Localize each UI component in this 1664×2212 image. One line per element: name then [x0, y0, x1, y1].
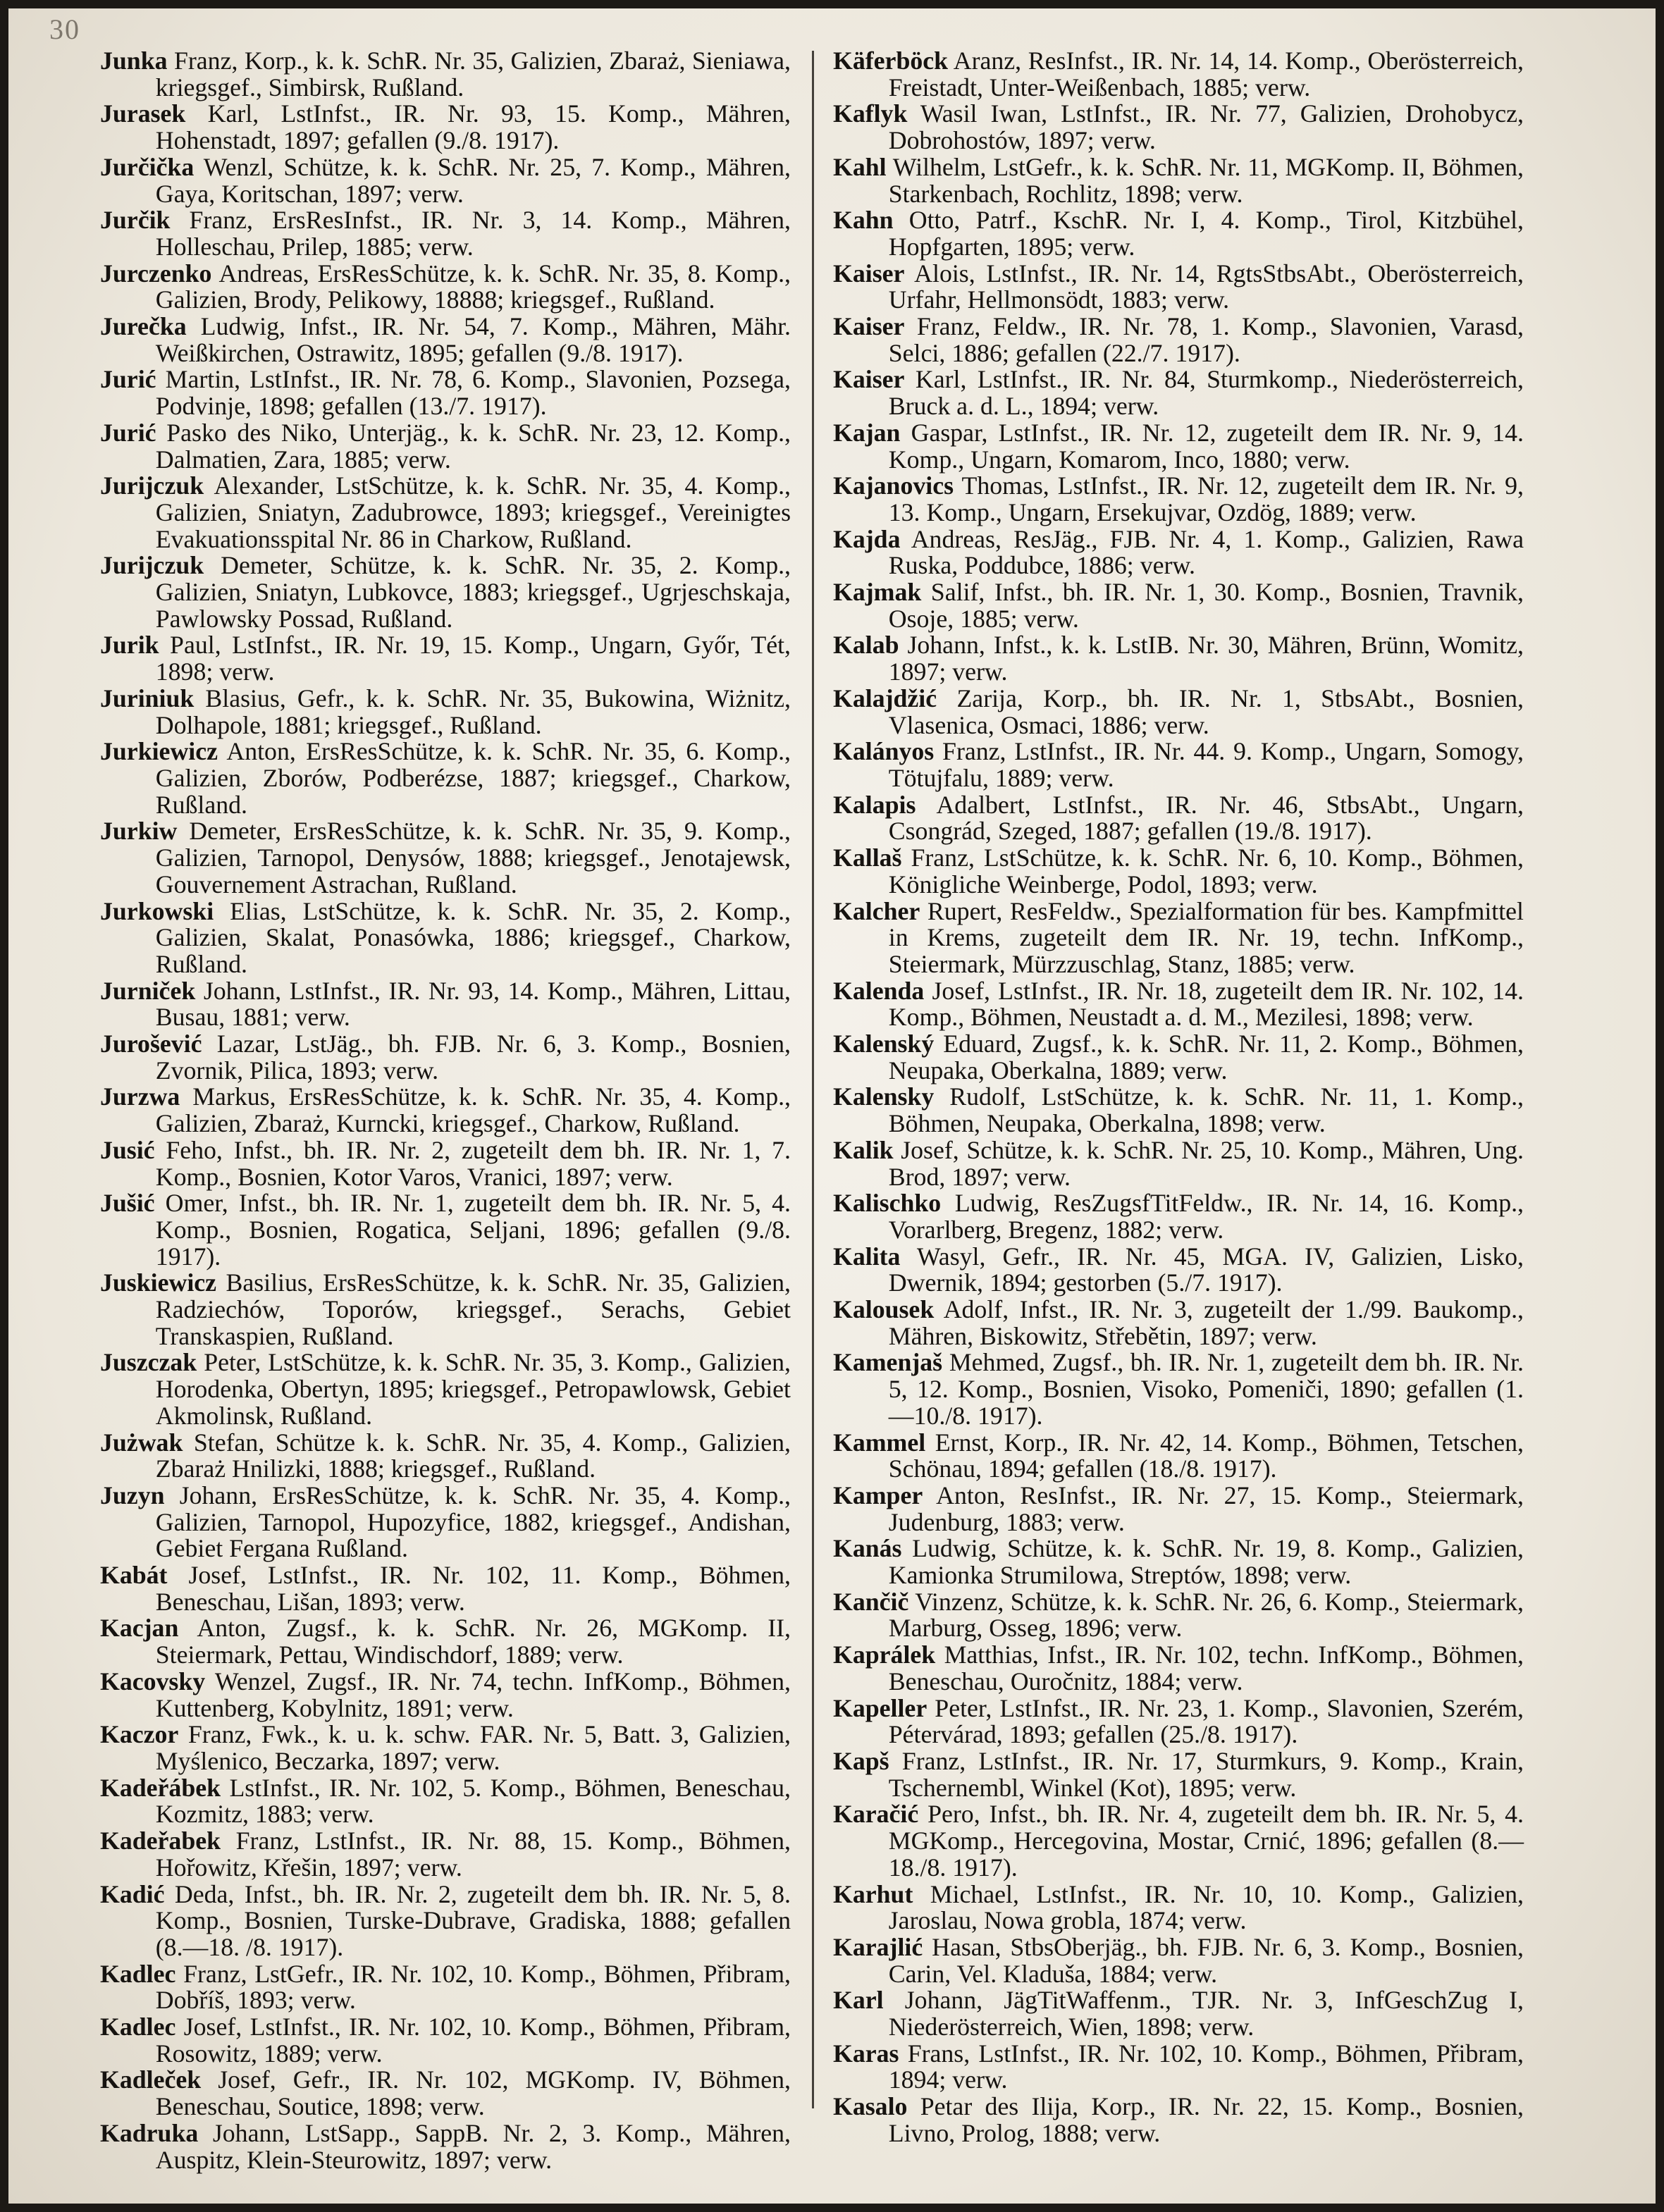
entry-details: Zarija, Korp., bh. IR. Nr. 1, StbsAbt., Bosnien, Vlasenica, Osmaci, 1886; verw. [888, 684, 1524, 739]
entry-surname: Kaiser [833, 365, 905, 394]
entry-details: Peter, LstSchütze, k. k. SchR. Nr. 35, 3. Komp., Galizien, Horodenka, Obertyn, 1895; kriegsgef., Petropawlowsk, Gebiet Akmolinsk, Rußland. [155, 1348, 791, 1430]
register-entry [100, 473, 791, 552]
entry-surname: Kalik [833, 1135, 894, 1164]
entry-details: Johann, LstSapp., SappB. Nr. 2, 3. Komp., Mähren, Auspitz, Klein-Steurowitz, 1897; verw. [155, 2118, 791, 2174]
entry-surname: Kaiser [833, 259, 905, 288]
entry-details: Franz, Korp., k. k. SchR. Nr. 35, Galizien, Zbaraż, Sieniawa, kriegsgef., Simbirsk, Rußland. [155, 47, 791, 101]
entry-details: Anton, ResInfst., IR. Nr. 27, 15. Komp., Steiermark, Judenburg, 1883; verw. [888, 1481, 1524, 1536]
entry-surname: Kadeřábek [100, 1773, 221, 1802]
register-entry [100, 1669, 791, 1722]
register-entry [833, 366, 1524, 419]
entry-surname: Kalischko [833, 1189, 942, 1218]
entry-details: Rupert, ResFeldw., Spezialformation für bes. Kampfmittel in Krems, zugeteilt dem IR. Nr. 19, techn. InfKomp., Steiermark, Mürzzuschlag, Stanz, 1885; verw. [888, 896, 1524, 978]
register-entry [833, 1642, 1524, 1695]
register-entry [833, 1801, 1524, 1881]
entry-surname: Kabát [100, 1561, 168, 1590]
entry-details: Ludwig, ResZugsfTitFeldw., IR. Nr. 14, 16. Komp., Vorarlberg, Bregenz, 1882; verw. [888, 1189, 1524, 1244]
entry-details: Blasius, Gefr., k. k. SchR. Nr. 35, Bukowina, Wiżnitz, Dolhapole, 1881; kriegsgef., Rußland. [155, 684, 791, 739]
entry-details: LstInfst., IR. Nr. 102, 5. Komp., Böhmen, Beneschau, Kozmitz, 1883; verw. [155, 1773, 791, 1829]
entry-surname: Kalenský [833, 1030, 935, 1058]
entry-surname: Kalensky [833, 1082, 935, 1111]
entry-surname: Jurkowski [100, 896, 214, 925]
register-entry [833, 1244, 1524, 1297]
entry-surname: Kalcher [833, 896, 920, 925]
entry-details: Alois, LstInfst., IR. Nr. 14, RgtsStbsAbt., Oberösterreich, Urfahr, Hellmonsödt, 1883; verw. [888, 259, 1524, 314]
entry-surname: Kajda [833, 524, 901, 553]
entry-details: Mehmed, Zugsf., bh. IR. Nr. 1, zugeteilt dem bh. IR. Nr. 5, 12. Komp., Bosnien, Visoko, Pomeniči, 1890; gefallen (1.—10./8. 1917). [888, 1348, 1524, 1430]
entry-details: Ludwig, Infst., IR. Nr. 54, 7. Komp., Mähren, Mähr. Weißkirchen, Ostrawitz, 1895; gefallen (9./8. 1917). [155, 312, 791, 367]
entry-details: Karl, LstInfst., IR. Nr. 84, Sturmkomp., Niederösterreich, Bruck a. d. L., 1894; verw. [888, 365, 1524, 421]
entry-details: Stefan, Schütze k. k. SchR. Nr. 35, 4. Komp., Galizien, Zbaraż Hnilizki, 1888; kriegsgef., Rußland. [155, 1428, 791, 1483]
register-entry [100, 1270, 791, 1349]
register-entry [833, 739, 1524, 791]
entry-surname: Kaprálek [833, 1641, 936, 1669]
entry-surname: Kadlec [100, 2013, 176, 2041]
entry-surname: Kacjan [100, 1614, 179, 1643]
register-entry [833, 473, 1524, 526]
entry-surname: Kaczor [100, 1720, 179, 1749]
entry-surname: Kahn [833, 206, 894, 235]
entry-surname: Kapš [833, 1747, 889, 1775]
entry-details: Michael, LstInfst., IR. Nr. 10, 10. Komp., Galizien, Jaroslau, Nowa grobla, 1874; verw. [888, 1879, 1524, 1935]
register-entry [833, 1137, 1524, 1190]
entry-details: Franz, LstGefr., IR. Nr. 102, 10. Komp., Böhmen, Přibram, Dobříš, 1893; verw. [155, 1959, 791, 2015]
entry-details: Feho, Infst., bh. IR. Nr. 2, zugeteilt dem bh. IR. Nr. 1, 7. Komp., Bosnien, Kotor Varos, Vranici, 1897; verw. [155, 1135, 791, 1191]
register-entry [100, 2014, 791, 2067]
entry-surname: Kamper [833, 1481, 923, 1509]
entry-surname: Jurečka [100, 312, 187, 341]
register-entry [833, 2041, 1524, 2094]
register-entry [100, 420, 791, 473]
register-entry [833, 48, 1524, 101]
entry-surname: Kaflyk [833, 99, 908, 128]
register-entry [833, 1934, 1524, 1987]
entry-details: Josef, LstInfst., IR. Nr. 18, zugeteilt dem IR. Nr. 102, 14. Komp., Böhmen, Neustadt a. d. M., Mezilesi, 1898; verw. [888, 976, 1524, 1032]
entry-details: Adalbert, LstInfst., IR. Nr. 46, StbsAbt., Ungarn, Csongrád, Szeged, 1887; gefallen (19./8. 1917). [888, 790, 1524, 846]
entry-surname: Kahl [833, 152, 887, 181]
register-entry [100, 1828, 791, 1881]
register-entry [100, 739, 791, 818]
entry-details: Wenzel, Zugsf., IR. Nr. 74, techn. InfKomp., Böhmen, Kuttenberg, Kobylnitz, 1891; verw. [155, 1667, 791, 1722]
entry-details: Anton, ErsResSchütze, k. k. SchR. Nr. 35, 6. Komp., Galizien, Zborów, Podberézse, 1887; kriegsgef., Charkow, Rußland. [155, 737, 791, 819]
entry-surname: Juskiewicz [100, 1268, 217, 1297]
register-entry [100, 154, 791, 207]
register-entry [100, 101, 791, 154]
entry-surname: Kajan [833, 418, 901, 447]
entry-surname: Kamenjaš [833, 1348, 943, 1377]
entry-details: Franz, LstInfst., IR. Nr. 88, 15. Komp., Böhmen, Hořowitz, Křešin, 1897; verw. [155, 1827, 791, 1882]
register-entry [833, 261, 1524, 314]
register-entry [100, 48, 791, 101]
entry-details: Paul, LstInfst., IR. Nr. 19, 15. Komp., Ungarn, Győr, Tét, 1898; verw. [155, 631, 791, 686]
register-entry [100, 1137, 791, 1190]
entry-surname: Kammel [833, 1428, 926, 1457]
entry-surname: Kančič [833, 1587, 909, 1616]
register-entry [833, 1879, 1524, 1935]
entry-details: Thomas, LstInfst., IR. Nr. 12, zugeteilt dem IR. Nr. 9, 13. Komp., Ungarn, Ersekujvar, Ozdög, 1889; verw. [888, 471, 1524, 526]
entry-surname: Jurzwa [100, 1082, 180, 1111]
entry-details: Wasil Iwan, LstInfst., IR. Nr. 77, Galizien, Drohobycz, Dobrohostów, 1897; verw. [888, 99, 1524, 155]
entry-details: Alexander, LstSchütze, k. k. SchR. Nr. 35, 4. Komp., Galizien, Sniatyn, Zadubrowce, 1893; kriegsgef., Vereinigtes Evakuationsspital Nr. 86 in Charkow, Rußland. [155, 471, 791, 553]
register-entry [833, 1084, 1524, 1137]
entry-details: Franz, LstSchütze, k. k. SchR. Nr. 6, 10. Komp., Böhmen, Königliche Weinberge, Podol, 1893; verw. [888, 844, 1524, 898]
entry-surname: Kaiser [833, 312, 905, 341]
register-entry [833, 420, 1524, 473]
entry-details: Demeter, Schütze, k. k. SchR. Nr. 35, 2. Komp., Galizien, Sniatyn, Lubkovce, 1883; kriegsgef., Ugrjeschskaja, Pawlowsky Possad, Rußland. [155, 551, 791, 633]
page-number: 30 [49, 13, 80, 45]
entry-details: Eduard, Zugsf., k. k. SchR. Nr. 11, 2. Komp., Böhmen, Neupaka, Oberkalna, 1889; verw. [888, 1030, 1524, 1085]
entry-details: Franz, ErsResInfst., IR. Nr. 3, 14. Komp., Mähren, Holleschau, Prilep, 1885; verw. [155, 206, 791, 261]
entry-details: Johann, JägTitWaffenm., TJR. Nr. 3, InfGeschZug I, Niederösterreich, Wien, 1898; verw. [888, 1986, 1524, 2041]
entry-surname: Kadić [100, 1879, 165, 1908]
register-entry [100, 1879, 791, 1961]
entry-surname: Jurić [100, 365, 156, 394]
register-entry [100, 1031, 791, 1084]
entry-details: Salif, Infst., bh. IR. Nr. 1, 30. Komp., Bosnien, Travnik, Osoje, 1885; verw. [888, 578, 1524, 633]
entry-details: Demeter, ErsResSchütze, k. k. SchR. Nr. 35, 9. Komp., Galizien, Tarnopol, Denysów, 1888; kriegsgef., Jenotajewsk, Gouvernement Astrachan, Rußland. [155, 817, 791, 898]
entry-surname: Juriniuk [100, 684, 195, 712]
entry-details: Martin, LstInfst., IR. Nr. 78, 6. Komp., Slavonien, Pozsega, Podvinje, 1898; gefallen (13./7. 1917). [155, 365, 791, 421]
entry-details: Frans, LstInfst., IR. Nr. 102, 10. Komp., Böhmen, Přibram, 1894; verw. [888, 2039, 1524, 2094]
entry-surname: Käferböck [833, 47, 949, 75]
register-entry [833, 1536, 1524, 1588]
right-column [833, 48, 1524, 2147]
entry-details: Johann, LstInfst., IR. Nr. 93, 14. Komp., Mähren, Littau, Busau, 1881; verw. [155, 976, 791, 1032]
register-entry [833, 207, 1524, 260]
register-entry [833, 2094, 1524, 2146]
entry-surname: Jużwak [100, 1428, 183, 1457]
register-entry [100, 366, 791, 419]
register-entry [833, 314, 1524, 366]
entry-surname: Kalapis [833, 790, 916, 819]
register-entry [100, 1190, 791, 1270]
entry-details: Lazar, LstJäg., bh. FJB. Nr. 6, 3. Komp., Bosnien, Zvornik, Pilica, 1893; verw. [155, 1030, 791, 1085]
register-entry [833, 101, 1524, 154]
register-entry [100, 314, 791, 366]
entry-surname: Jurik [100, 631, 159, 660]
register-entry [833, 1483, 1524, 1536]
entry-details: Johann, ErsResSchütze, k. k. SchR. Nr. 35, 4. Komp., Galizien, Tarnopol, Hupozyfice, 1882, kriegsgef., Andishan, Gebiet Fergana Rußland. [155, 1481, 791, 1563]
entry-surname: Jurkiewicz [100, 737, 218, 766]
entry-surname: Karl [833, 1986, 884, 2015]
entry-surname: Kapeller [833, 1693, 927, 1722]
entry-details: Petar des Ilija, Korp., IR. Nr. 22, 15. Komp., Bosnien, Livno, Prolog, 1888; verw. [888, 2092, 1524, 2147]
entry-details: Elias, LstSchütze, k. k. SchR. Nr. 35, 2. Komp., Galizien, Skalat, Ponasówka, 1886; kriegsgef., Charkow, Rußland. [155, 896, 791, 978]
register-entry [833, 154, 1524, 207]
register-entry [833, 1031, 1524, 1084]
entry-surname: Karajlić [833, 1932, 923, 1961]
entry-surname: Jurczenko [100, 259, 212, 288]
register-entry [100, 1615, 791, 1668]
entry-surname: Karhut [833, 1879, 913, 1908]
entry-details: Josef, LstInfst., IR. Nr. 102, 10. Komp., Böhmen, Přibram, Rosowitz, 1889; verw. [155, 2013, 791, 2068]
register-entry [833, 1430, 1524, 1483]
entry-surname: Kadlec [100, 1959, 176, 1988]
entry-surname: Kalab [833, 631, 899, 660]
register-entry [100, 552, 791, 632]
entry-surname: Jurić [100, 418, 156, 447]
register-entry [100, 1430, 791, 1483]
entry-details: Johann, Infst., k. k. LstIB. Nr. 30, Mähren, Brünn, Womitz, 1897; verw. [888, 631, 1524, 686]
entry-details: Wasyl, Gefr., IR. Nr. 45, MGA. IV, Galizien, Lisko, Dwernik, 1894; gestorben (5./7. 1917). [888, 1242, 1524, 1297]
register-entry [833, 845, 1524, 898]
register-entry [833, 686, 1524, 739]
register-entry [833, 1589, 1524, 1642]
entry-surname: Kallaš [833, 844, 902, 872]
entry-details: Franz, LstInfst., IR. Nr. 17, Sturmkurs, 9. Komp., Krain, Tschernembl, Winkel (Kot), 1895; verw. [888, 1747, 1524, 1802]
register-entry [833, 1349, 1524, 1429]
entry-details: Adolf, Infst., IR. Nr. 3, zugeteilt der 1./99. Baukomp., Mähren, Biskowitz, Střebětin, 1897; verw. [888, 1295, 1524, 1350]
entry-details: Wenzl, Schütze, k. k. SchR. Nr. 25, 7. Komp., Mähren, Gaya, Koritschan, 1897; verw. [155, 152, 791, 208]
entry-details: Peter, LstInfst., IR. Nr. 23, 1. Komp., Slavonien, Szerém, Pétervárad, 1893; gefallen (25./8. 1917). [888, 1693, 1524, 1749]
register-entry [100, 207, 791, 260]
register-entry [833, 526, 1524, 579]
entry-details: Deda, Infst., bh. IR. Nr. 2, zugeteilt dem bh. IR. Nr. 5, 8. Komp., Bosnien, Turske-Dubrave, Gradiska, 1888; gefallen (8.—18. /8. 1917). [155, 1879, 791, 1961]
entry-surname: Karačić [833, 1800, 919, 1829]
register-entry [833, 1987, 1524, 2040]
register-entry [100, 1562, 791, 1615]
register-entry [833, 1190, 1524, 1243]
register-entry [833, 1297, 1524, 1349]
register-entry [833, 978, 1524, 1031]
entry-details: Franz, Feldw., IR. Nr. 78, 1. Komp., Slavonien, Varasd, Selci, 1886; gefallen (22./7. 1917). [888, 312, 1524, 367]
entry-surname: Jušić [100, 1189, 155, 1218]
entry-details: Josef, Schütze, k. k. SchR. Nr. 25, 10. Komp., Mähren, Ung. Brod, 1897; verw. [888, 1135, 1524, 1191]
entry-details: Ernst, Korp., IR. Nr. 42, 14. Komp., Böhmen, Tetschen, Schönau, 1894; gefallen (18./8. 1917). [888, 1428, 1524, 1483]
entry-surname: Kajanovics [833, 471, 954, 500]
entry-surname: Kalányos [833, 737, 935, 766]
entry-surname: Kalousek [833, 1295, 935, 1324]
register-entry [833, 898, 1524, 978]
register-entry [100, 1722, 791, 1774]
entry-details: Karl, LstInfst., IR. Nr. 93, 15. Komp., Mähren, Hohenstadt, 1897; gefallen (9./8. 1917). [155, 99, 791, 155]
entry-surname: Jurčička [100, 152, 195, 181]
entry-surname: Kanás [833, 1534, 902, 1563]
entry-details: Pero, Infst., bh. IR. Nr. 4, zugeteilt dem bh. IR. Nr. 5, 4. MGKomp., Hercegovina, Mostar, Crnić, 1896; gefallen (8.—18./8. 1917). [888, 1800, 1524, 1882]
register-entry [100, 1084, 791, 1137]
register-entry [100, 261, 791, 314]
entry-surname: Kadruka [100, 2118, 199, 2147]
entry-details: Vinzenz, Schütze, k. k. SchR. Nr. 26, 6. Komp., Steiermark, Marburg, Osseg, 1896; verw. [888, 1587, 1524, 1643]
entry-details: Rudolf, LstSchütze, k. k. SchR. Nr. 11, 1. Komp., Böhmen, Neupaka, Oberkalna, 1898; verw. [888, 1082, 1524, 1138]
entry-surname: Kalita [833, 1242, 901, 1271]
entry-details: Omer, Infst., bh. IR. Nr. 1, zugeteilt dem bh. IR. Nr. 5, 4. Komp., Bosnien, Rogatica, Seljani, 1896; gefallen (9./8. 1917). [155, 1189, 791, 1271]
entry-details: Markus, ErsResSchütze, k. k. SchR. Nr. 35, 4. Komp., Galizien, Zbaraż, Kurncki, kriegsgef., Charkow, Rußland. [155, 1082, 791, 1138]
entry-surname: Jurniček [100, 976, 196, 1005]
entry-surname: Jusić [100, 1135, 155, 1164]
entry-surname: Kajmak [833, 578, 922, 607]
entry-surname: Jurošević [100, 1030, 202, 1058]
entry-surname: Kalajdžić [833, 684, 937, 712]
entry-surname: Jurkiw [100, 817, 178, 846]
register-entry [100, 1483, 791, 1562]
entry-surname: Juszczak [100, 1348, 197, 1377]
entry-surname: Juzyn [100, 1481, 165, 1509]
register-entry [833, 1695, 1524, 1748]
register-entry [100, 1349, 791, 1429]
entry-details: Andreas, ResJäg., FJB. Nr. 4, 1. Komp., Galizien, Rawa Ruska, Poddubce, 1886; verw. [888, 524, 1524, 580]
register-entry [100, 978, 791, 1031]
entry-surname: Junka [100, 47, 168, 75]
register-entry [100, 818, 791, 898]
entry-details: Anton, Zugsf., k. k. SchR. Nr. 26, MGKomp. II, Steiermark, Pettau, Windischdorf, 1889; verw. [155, 1614, 791, 1669]
entry-details: Ludwig, Schütze, k. k. SchR. Nr. 19, 8. Komp., Galizien, Kamionka Strumilowa, Streptów, 1898; verw. [888, 1534, 1524, 1590]
register-entry [100, 2067, 791, 2120]
register-entry [100, 1961, 791, 2014]
entry-surname: Kalenda [833, 976, 925, 1005]
register-entry [100, 686, 791, 739]
left-column [100, 48, 791, 2173]
entry-surname: Kacovsky [100, 1667, 206, 1695]
entry-details: Wilhelm, LstGefr., k. k. SchR. Nr. 11, MGKomp. II, Böhmen, Starkenbach, Rochlitz, 1898; verw. [888, 152, 1524, 208]
register-entry [833, 579, 1524, 632]
entry-details: Otto, Patrf., KschR. Nr. I, 4. Komp., Tirol, Kitzbühel, Hopfgarten, 1895; verw. [888, 206, 1524, 261]
column-divider [812, 51, 814, 2108]
entry-details: Josef, Gefr., IR. Nr. 102, MGKomp. IV, Böhmen, Beneschau, Soutice, 1898; verw. [155, 2065, 791, 2121]
register-entry [100, 632, 791, 685]
entry-surname: Kadleček [100, 2065, 202, 2094]
entry-surname: Kadeřabek [100, 1827, 221, 1855]
register-entry [100, 898, 791, 978]
entry-details: Franz, LstInfst., IR. Nr. 44. 9. Komp., Ungarn, Somogy, Tötujfalu, 1889; verw. [888, 737, 1524, 792]
register-entry [833, 632, 1524, 685]
entry-surname: Jurčik [100, 206, 171, 235]
entry-details: Basilius, ErsResSchütze, k. k. SchR. Nr. 35, Galizien, Radziechów, Toporów, kriegsgef., Serachs, Gebiet Transkaspien, Rußland. [155, 1268, 791, 1350]
entry-details: Franz, Fwk., k. u. k. schw. FAR. Nr. 5, Batt. 3, Galizien, Myślenico, Beczarka, 1897; verw. [155, 1720, 791, 1775]
register-entry [100, 2120, 791, 2173]
register-entry [833, 1748, 1524, 1801]
entry-surname: Jurijczuk [100, 551, 204, 580]
entry-surname: Karas [833, 2039, 899, 2068]
entry-surname: Kasalo [833, 2092, 908, 2121]
entry-details: Andreas, ErsResSchütze, k. k. SchR. Nr. 35, 8. Komp., Galizien, Brody, Pelikowy, 18888; kriegsgef., Rußland. [155, 259, 791, 314]
entry-details: Hasan, StbsOberjäg., bh. FJB. Nr. 6, 3. Komp., Bosnien, Carin, Vel. Kladuša, 1884; verw. [888, 1932, 1524, 1988]
entry-surname: Jurijczuk [100, 471, 204, 500]
register-entry [833, 792, 1524, 845]
entry-details: Matthias, Infst., IR. Nr. 102, techn. InfKomp., Böhmen, Beneschau, Ouročnitz, 1884; verw. [888, 1641, 1524, 1695]
entry-details: Gaspar, LstInfst., IR. Nr. 12, zugeteilt dem IR. Nr. 9, 14. Komp., Ungarn, Komarom, Inco, 1880; verw. [888, 418, 1524, 474]
register-entry [100, 1775, 791, 1828]
entry-details: Pasko des Niko, Unterjäg., k. k. SchR. Nr. 23, 12. Komp., Dalmatien, Zara, 1885; verw. [155, 418, 791, 474]
entry-surname: Jurasek [100, 99, 186, 128]
entry-details: Josef, LstInfst., IR. Nr. 102, 11. Komp., Böhmen, Beneschau, Lišan, 1893; verw. [155, 1561, 791, 1616]
entry-details: Aranz, ResInfst., IR. Nr. 14, 14. Komp., Oberösterreich, Freistadt, Unter-Weißenbach, 1885; verw. [888, 47, 1524, 101]
